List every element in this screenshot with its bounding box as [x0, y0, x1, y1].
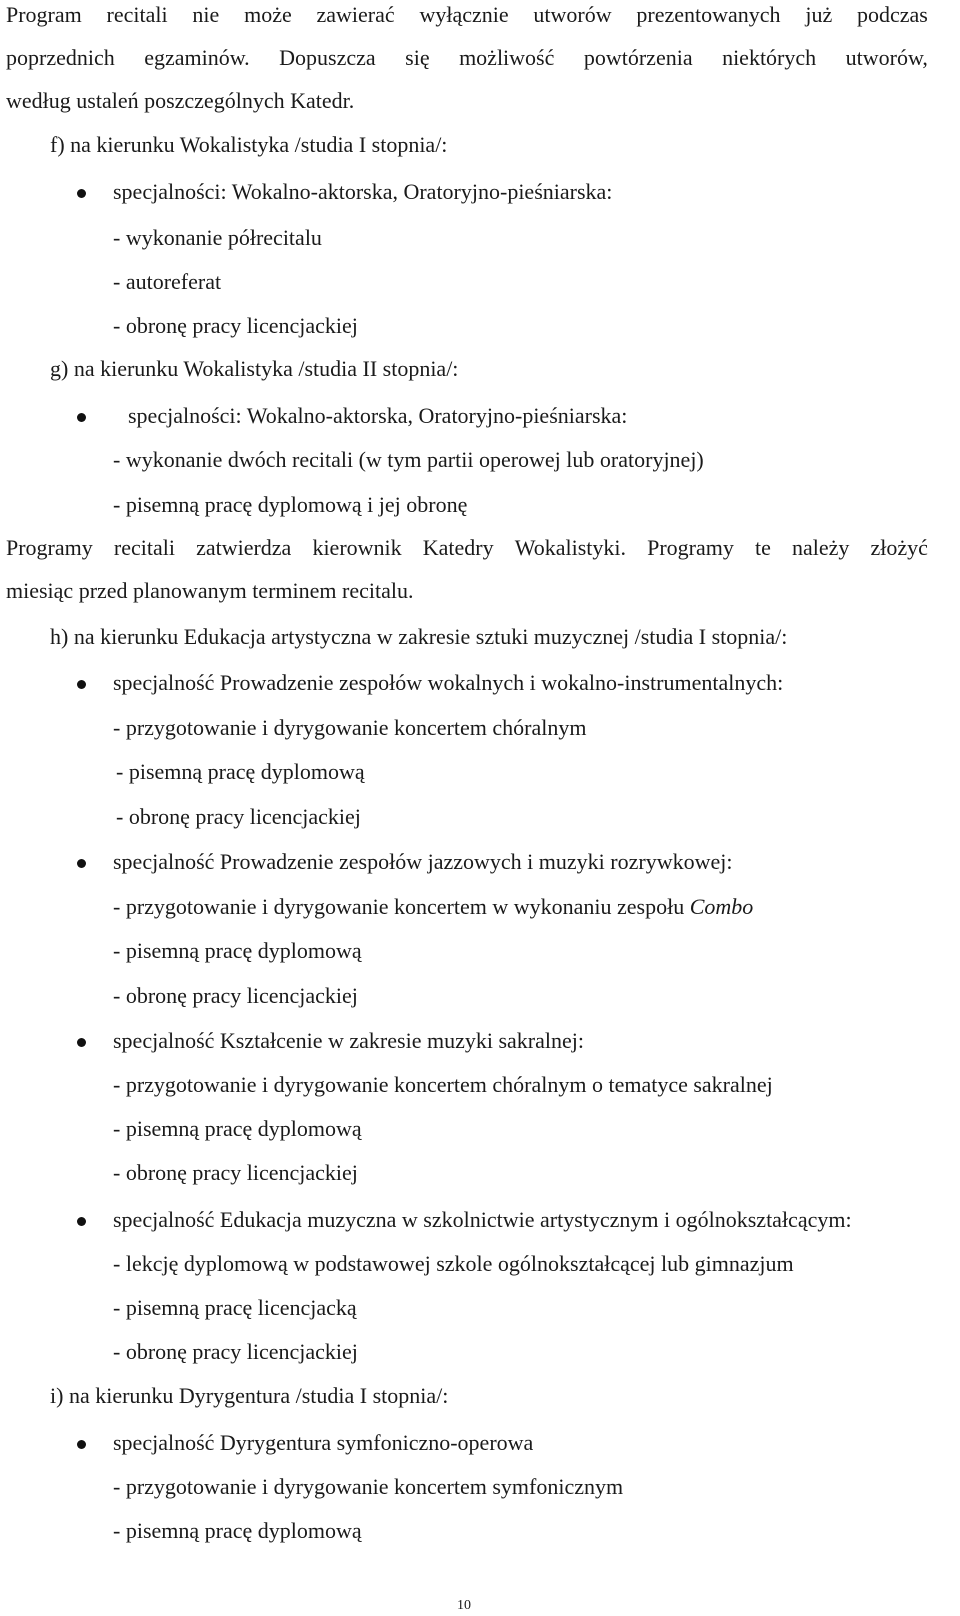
section-g-item: - wykonanie dwóch recitali (w tym partii operowej lub oratoryjnej) — [113, 447, 704, 472]
word: podczas — [857, 2, 928, 27]
word: nie — [192, 2, 220, 27]
section-g-note-line-1 — [6, 535, 928, 561]
bullet-icon — [77, 1038, 86, 1047]
section-g-specialty: specjalności: Wokalno-aktorska, Oratoryjno-pieśniarska: — [128, 403, 628, 428]
word: należy — [791, 535, 850, 560]
word: prezentowanych — [636, 2, 781, 27]
word: Katedry — [422, 535, 494, 560]
section-i-specialty: specjalność Dyrygentura symfoniczno-operowa — [113, 1430, 534, 1455]
section-h-item: - przygotowanie i dyrygowanie koncertem chóralnym — [113, 715, 587, 740]
intro-line-2 — [6, 45, 928, 71]
section-h-specialty-1: specjalność Prowadzenie zespołów wokalnych i wokalno-instrumentalnych: — [113, 670, 784, 695]
word: recitali — [113, 535, 175, 560]
section-g-item: - pisemną pracę dyplomową i jej obronę — [113, 492, 468, 517]
bullet-icon — [77, 680, 86, 689]
section-f-heading: f) na kierunku Wokalistyka /studia I stopnia/: — [50, 132, 448, 157]
section-f-item: - obronę pracy licencjackiej — [113, 313, 358, 338]
section-h-item: - pisemną pracę dyplomową — [116, 759, 365, 784]
section-h-item: - lekcję dyplomową w podstawowej szkole ogólnokształcącej lub gimnazjum — [113, 1251, 794, 1276]
item-text: - przygotowanie i dyrygowanie koncertem w wykonaniu zespołu — [113, 894, 690, 919]
word: Dopuszcza — [279, 45, 376, 70]
word: Program — [6, 2, 82, 27]
section-h-heading: h) na kierunku Edukacja artystyczna w zakresie sztuki muzycznej /studia I stopnia/: — [50, 624, 788, 649]
bullet-icon — [77, 189, 86, 198]
word: recitali — [106, 2, 168, 27]
section-h-specialty-2: specjalność Prowadzenie zespołów jazzowych i muzyki rozrywkowej: — [113, 849, 733, 874]
section-h-item: - przygotowanie i dyrygowanie koncertem chóralnym o tematyce sakralnej — [113, 1072, 773, 1097]
intro-line-3: według ustaleń poszczególnych Katedr. — [6, 88, 355, 113]
section-h-item: - obronę pracy licencjackiej — [116, 804, 361, 829]
intro-line-1 — [6, 2, 928, 28]
word: może — [244, 2, 292, 27]
word: możliwość — [459, 45, 555, 70]
section-h-item: - obronę pracy licencjackiej — [113, 983, 358, 1008]
section-h-item: - pisemną pracę dyplomową — [113, 1116, 362, 1141]
section-h-specialty-3: specjalność Kształcenie w zakresie muzyki sakralnej: — [113, 1028, 584, 1053]
word: utworów, — [845, 45, 928, 70]
word: Programy — [6, 535, 93, 560]
section-h-item: - obronę pracy licencjackiej — [113, 1339, 358, 1364]
section-h-specialty-4: specjalność Edukacja muzyczna w szkolnictwie artystycznym i ogólnokształcącym: — [113, 1207, 852, 1232]
section-i-item: - pisemną pracę dyplomową — [113, 1518, 362, 1543]
bullet-icon — [77, 859, 86, 868]
bullet-icon — [77, 1217, 86, 1226]
word: egzaminów. — [144, 45, 250, 70]
word: zawierać — [316, 2, 395, 27]
word: te — [754, 535, 771, 560]
word: powtórzenia — [583, 45, 693, 70]
word: już — [805, 2, 833, 27]
section-g-heading: g) na kierunku Wokalistyka /studia II stopnia/: — [50, 356, 459, 381]
word: złożyć — [870, 535, 928, 560]
section-i-heading: i) na kierunku Dyrygentura /studia I stopnia/: — [50, 1383, 449, 1408]
word: poprzednich — [6, 45, 115, 70]
section-h-item — [113, 894, 753, 920]
bullet-icon — [77, 413, 86, 422]
section-h-item: - obronę pracy licencjackiej — [113, 1160, 358, 1185]
section-i-item: - przygotowanie i dyrygowanie koncertem symfonicznym — [113, 1474, 624, 1499]
bullet-icon — [77, 1440, 86, 1449]
section-h-item: - pisemną pracę licencjacką — [113, 1295, 357, 1320]
word: wyłącznie — [419, 2, 509, 27]
section-g-note-line-2: miesiąc przed planowanym terminem recitalu. — [6, 578, 414, 603]
word: niektórych — [722, 45, 817, 70]
section-f-item: - autoreferat — [113, 269, 222, 294]
word: się — [405, 45, 430, 70]
item-italic-text: Combo — [689, 894, 754, 919]
word: utworów — [533, 2, 612, 27]
page-number: 10 — [457, 1598, 471, 1613]
section-f-item: - wykonanie półrecitalu — [113, 225, 322, 250]
word: Wokalistyki. — [514, 535, 626, 560]
word: Programy — [647, 535, 734, 560]
word: zatwierdza — [196, 535, 292, 560]
section-h-item: - pisemną pracę dyplomową — [113, 938, 362, 963]
word: kierownik — [312, 535, 402, 560]
section-f-specialty: specjalności: Wokalno-aktorska, Oratoryjno-pieśniarska: — [113, 179, 613, 204]
